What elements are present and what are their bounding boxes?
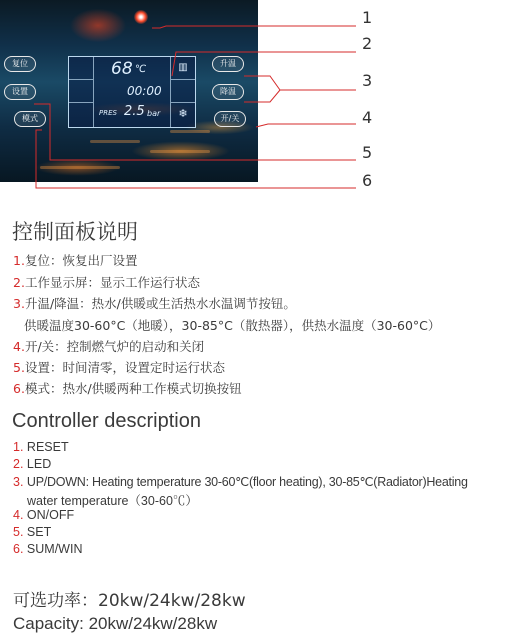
- heating-icon: ▥: [171, 57, 195, 80]
- callout-line-1: [152, 26, 356, 28]
- callout-line-6: [36, 130, 356, 188]
- temp-up-button[interactable]: 升温: [212, 56, 244, 72]
- cn-item-3: 3.升温/降温：热水/供暖或生活热水水温调节按钮。: [13, 296, 296, 311]
- en-item-2: 2. LED: [13, 457, 52, 471]
- en-item-5: 5. SET: [13, 525, 52, 539]
- cn-item-2: 2.工作显示屏：显示工作运行状态: [13, 275, 200, 290]
- cn-item-4: 4.开/关：控制燃气炉的启动和关闭: [13, 339, 205, 354]
- callout-lines: [0, 0, 520, 200]
- lcd-pressure: 2.5: [124, 104, 145, 119]
- en-item-6: 6. SUM/WIN: [13, 542, 83, 556]
- en-heading: Controller description: [12, 410, 201, 432]
- cn-item-6: 6.模式：热水/供暖两种工作模式切换按钮: [13, 381, 242, 396]
- callout-line-3: [244, 76, 356, 90]
- callout-line-2: [172, 52, 356, 76]
- callout-number-2: 2: [362, 34, 373, 53]
- lcd-pressure-label: PRES: [99, 109, 117, 117]
- snowflake-icon: ❄: [178, 107, 188, 120]
- callout-number-3: 3: [362, 71, 373, 90]
- lcd-temperature-unit: ℃: [135, 64, 147, 75]
- en-item-4: 4. ON/OFF: [13, 508, 75, 522]
- temp-down-button[interactable]: 降温: [212, 84, 244, 100]
- en-item-3-continued: water temperature（30-60℃）: [27, 494, 198, 508]
- en-item-3: 3. UP/DOWN: Heating temperature 30-60℃(floor heating), 30-85℃(Radiator)Heating: [13, 475, 468, 489]
- lcd-pressure-unit: bar: [147, 109, 161, 118]
- cn-item-1: 1.复位：恢复出厂设置: [13, 253, 138, 268]
- callout-number-1: 1: [362, 8, 373, 27]
- cn-item-5: 5.设置：时间清零，设置定时运行状态: [13, 360, 225, 375]
- cn-item-3-continued: 供暖温度30-60°C（地暖），30-85°C（散热器），供热水温度（30-60°C）: [24, 318, 441, 333]
- cn-heading: 控制面板说明: [12, 220, 138, 244]
- en-item-1: 1. RESET: [13, 440, 69, 454]
- lcd-temperature: 68: [111, 59, 133, 79]
- reset-button[interactable]: 复位: [4, 56, 36, 72]
- callout-line-4: [256, 124, 356, 127]
- lcd-time: 00:00: [127, 84, 162, 98]
- callout-line-3b: [244, 90, 280, 102]
- power-button[interactable]: 开/关: [214, 111, 246, 127]
- callout-number-5: 5: [362, 143, 373, 162]
- callout-number-4: 4: [362, 108, 373, 127]
- set-button[interactable]: 设置: [4, 84, 36, 100]
- callout-number-6: 6: [362, 171, 373, 190]
- mode-button[interactable]: 模式: [14, 111, 46, 127]
- capacity-cn: 可选功率：20kw/24kw/28kw: [13, 591, 246, 611]
- capacity-en: Capacity: 20kw/24kw/28kw: [13, 614, 218, 633]
- callout-line-5: [34, 104, 356, 160]
